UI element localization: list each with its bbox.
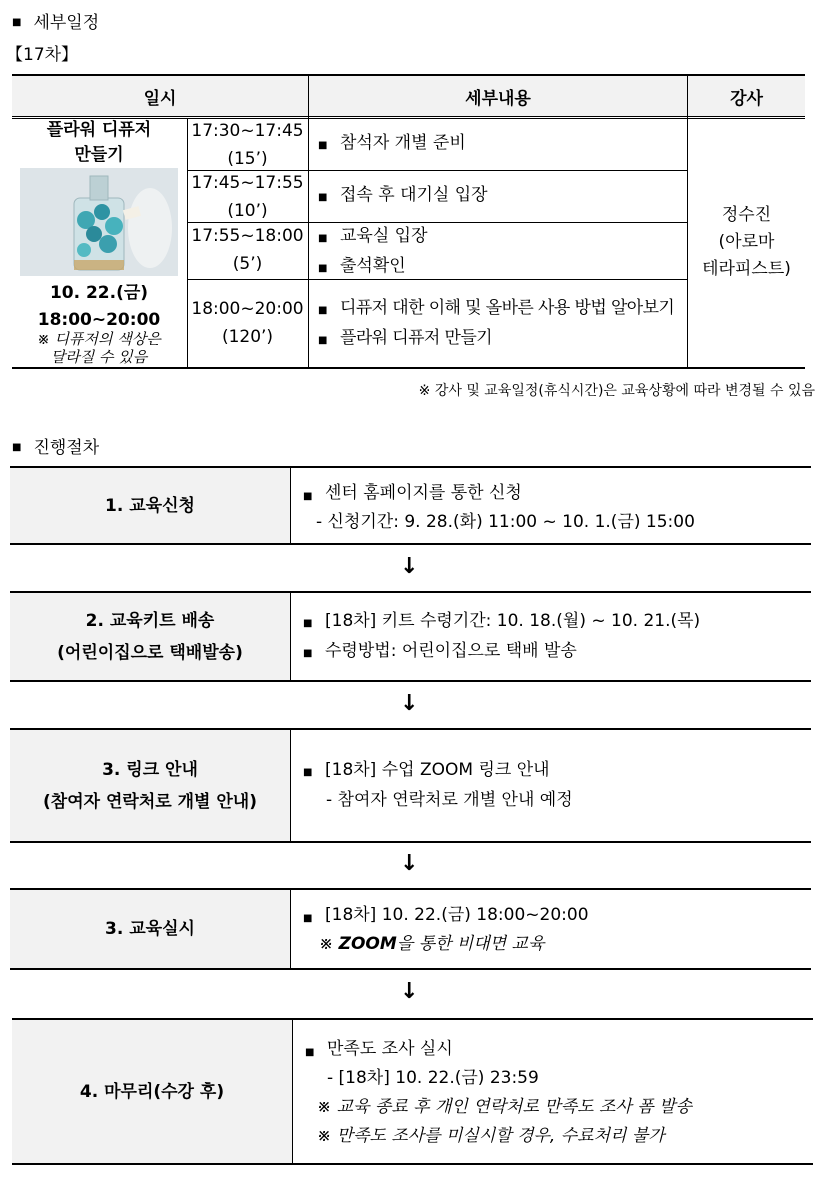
- process-step-5-content: ■ 만족도 조사 실시 - [18차] 10. 22.(금) 23:59 ※ 교육 종료 후 개인 연락처로 만족도 조사 폼 발송 ※ 만족도 조사를 미실시할 경우, 수료처리 불가: [305, 1035, 692, 1151]
- header-instructor: 강사: [688, 75, 805, 117]
- bullet-square-icon: ■: [12, 442, 22, 453]
- arrow-down-icon: ↓: [400, 979, 419, 1004]
- list-item: ■ 접속 후 대기실 입장: [318, 180, 488, 210]
- instructor-name: 정수진: [721, 205, 772, 225]
- time-row-2: 17:45~17:55 (10’): [191, 173, 304, 221]
- round-label: 【17차】: [6, 45, 79, 65]
- list-item: ■ 출석확인: [318, 251, 428, 281]
- details-row-4: [318, 293, 674, 353]
- process-step-1-content: ■ 센터 홈페이지를 통한 신청 - 신청기간: 9. 28.(화) 11:00 ~ 10. 1.(금) 15:00: [303, 479, 695, 537]
- process-step-3-content: ■ [18차] 수업 ZOOM 링크 안내 - 참여자 연락처로 개별 안내 예정: [303, 755, 573, 815]
- details-row-2: [318, 180, 488, 210]
- list-item: ■ 디퓨저 대한 이해 및 올바른 사용 방법 알아보기: [318, 293, 674, 323]
- list-item: ■ 플라워 디퓨저 만들기: [318, 323, 674, 353]
- arrow-down-icon: ↓: [400, 691, 419, 716]
- time-row-4: 18:00~20:00 (120’): [191, 299, 304, 347]
- section-heading-schedule: ■ 세부일정: [12, 13, 100, 33]
- process-step-5-label: 4. 마무리(수강 후): [12, 1020, 292, 1163]
- program-datetime: 10. 22.(금) 18:00~20:00: [37, 283, 161, 330]
- time-row-1: 17:30~17:45 (15’): [191, 121, 304, 169]
- process-step-1-label: 1. 교육신청: [10, 468, 290, 543]
- process-step-2-label: 2. 교육키트 배송 (어린이집으로 택배발송): [10, 593, 290, 680]
- list-item: ■ 참석자 개별 준비: [318, 128, 466, 158]
- arrow-down-icon: ↓: [400, 851, 419, 876]
- program-note: ※ 디퓨저의 색상은 달라질 수 있음: [37, 330, 161, 366]
- header-details: 세부내용: [309, 75, 687, 117]
- bullet-square-icon: ■: [12, 17, 22, 28]
- process-step-4-label: 3. 교육실시: [10, 890, 290, 968]
- details-row-1: [318, 128, 466, 158]
- arrow-down-icon: ↓: [400, 554, 419, 579]
- section-heading-process: ■ 진행절차: [12, 438, 100, 458]
- details-row-3: [318, 221, 428, 281]
- program-title: 플라워 디퓨저 만들기: [46, 120, 152, 165]
- process-step-4-content: ■ [18차] 10. 22.(금) 18:00~20:00 ※ ZOOM을 통한 비대면 교육: [303, 901, 589, 959]
- diffuser-photo: [20, 168, 178, 276]
- process-step-2-content: ■ [18차] 키트 수령기간: 10. 18.(월) ~ 10. 21.(목) ■ 수령방법: 어린이집으로 택배 발송: [303, 606, 700, 666]
- schedule-footnote: ※ 강사 및 교육일정(휴식시간)은 교육상황에 따라 변경될 수 있음: [418, 383, 815, 399]
- header-datetime: 일시: [12, 75, 308, 117]
- instructor-cell: 정수진 (아로마 테라피스트): [688, 202, 805, 283]
- process-step-3-label: 3. 링크 안내 (참여자 연락처로 개별 안내): [10, 730, 290, 841]
- time-row-3: 17:55~18:00 (5’): [191, 226, 304, 274]
- list-item: ■ 교육실 입장: [318, 221, 428, 251]
